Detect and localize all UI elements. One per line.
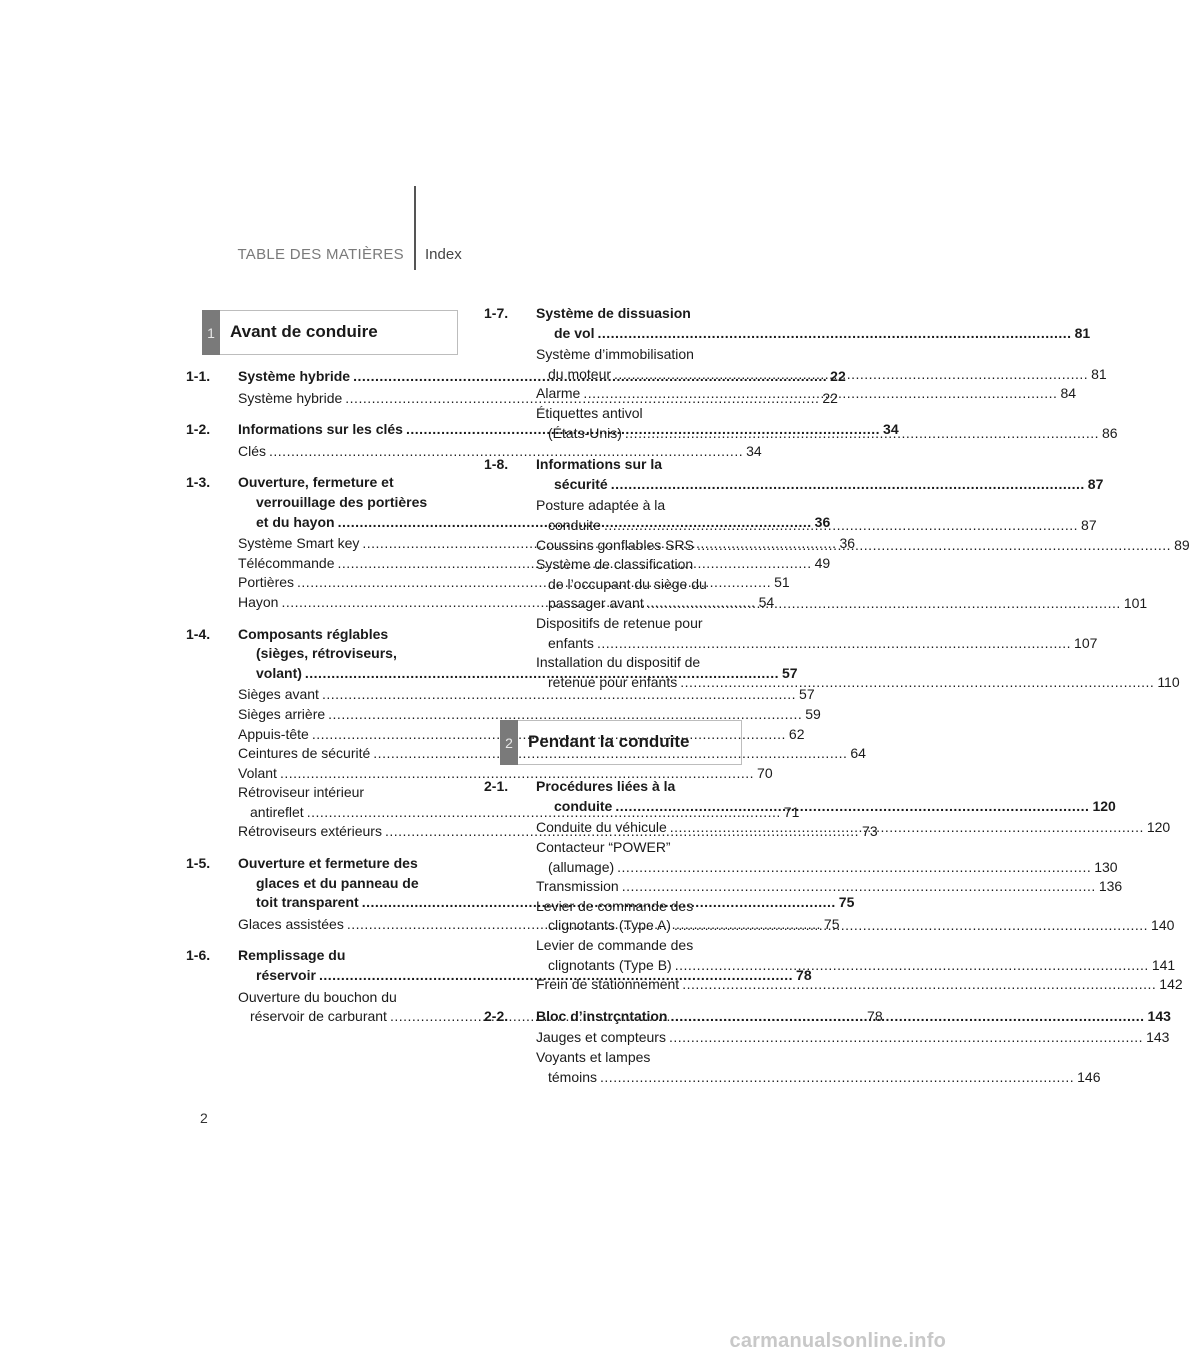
entry-line: Étiquettes antivol xyxy=(536,404,643,421)
toc-line-with-page xyxy=(536,1007,1171,1027)
toc-line-text: Rétroviseurs extérieurs xyxy=(238,823,382,840)
dot-leader xyxy=(611,476,1085,492)
toc-line-text: Conduite du véhicule xyxy=(536,819,667,836)
index-link[interactable]: Index xyxy=(425,246,462,263)
chapter-number: 1-7. xyxy=(484,305,509,321)
chapter-title-line: Système de dissuasion xyxy=(536,305,691,321)
dot-leader xyxy=(597,635,1071,651)
toc-line-with-page xyxy=(238,685,815,705)
toc-line-with-page xyxy=(536,634,1098,654)
toc-line-text: (allumage) xyxy=(548,858,615,875)
chapter-number: 1-2. xyxy=(186,421,211,438)
toc-line-text: du moteur xyxy=(548,365,612,382)
toc-line-text: Coussins gonflables SRS xyxy=(536,536,694,553)
page-ref[interactable]: 130 xyxy=(1094,858,1118,875)
dot-leader xyxy=(600,1069,1074,1085)
page-ref[interactable]: 136 xyxy=(1098,878,1123,895)
toc-line-text: toit transparent xyxy=(256,894,359,911)
chapter-title-line: Procédures liées à la xyxy=(536,778,676,795)
chapter-number: 1-1. xyxy=(186,368,211,384)
section-title: Avant de conduire xyxy=(230,322,378,341)
entry-line: Ouverture du bouchon du xyxy=(238,988,397,1005)
dot-leader xyxy=(614,366,1088,382)
dot-leader xyxy=(583,385,1057,401)
chapter-title-line: Remplissage du xyxy=(238,947,346,964)
chapter-title-line: Ouverture et fermeture des xyxy=(238,855,418,872)
page-ref[interactable]: 89 xyxy=(1174,536,1190,553)
chapter-number: 2-1. xyxy=(484,778,509,795)
toc-link[interactable]: TABLE DES MATIÈRES xyxy=(237,246,404,263)
chapter-title xyxy=(536,777,1116,816)
toc-line-text: Portières xyxy=(238,574,295,591)
page-ref[interactable]: 142 xyxy=(1159,976,1183,993)
chapter-number: 1-3. xyxy=(186,474,211,491)
toc-line-text: Glaces assistées xyxy=(238,915,344,932)
toc-line-text: Bloc d’instrçntation xyxy=(536,1007,668,1024)
page-ref[interactable]: 143 xyxy=(1146,1029,1170,1046)
toc-line-text: témoins xyxy=(548,1068,598,1085)
toc-entry[interactable] xyxy=(238,764,773,784)
toc-line-text: Alarme xyxy=(536,385,581,402)
toc-entry[interactable] xyxy=(536,1028,1170,1048)
chapter-heading[interactable] xyxy=(484,455,1104,494)
page-number: 2 xyxy=(200,1110,208,1126)
toc-line-text: Jauges et compteurs xyxy=(536,1029,666,1046)
page-ref[interactable]: 62 xyxy=(788,725,805,742)
chapter-title xyxy=(536,455,1103,494)
page-ref[interactable]: 71 xyxy=(783,803,800,820)
toc-line-with-page xyxy=(536,673,1180,693)
section-number-badge: 1 xyxy=(202,310,220,355)
toc-line-text: (États-Unis) xyxy=(548,424,622,441)
chapter-title xyxy=(536,1007,1171,1027)
page-ref[interactable]: 22 xyxy=(822,389,838,406)
page-ref[interactable]: 75 xyxy=(823,915,840,932)
entry-line: Posture adaptée à la xyxy=(536,497,666,514)
entry-line: Système d’immobilisation xyxy=(536,346,694,363)
toc-line-with-page xyxy=(238,744,866,764)
toc-line-text: Informations sur les clés xyxy=(238,421,403,438)
dot-leader xyxy=(680,674,1154,690)
chapter-number: 1-6. xyxy=(186,947,211,964)
chapter-title xyxy=(536,304,1090,343)
toc-entry[interactable] xyxy=(536,877,1123,897)
section-number-badge: 2 xyxy=(500,720,518,765)
toc-line-text: de vol xyxy=(554,324,595,341)
chapter-title-line: glaces et du panneau de xyxy=(256,874,419,891)
page-ref[interactable]: 81 xyxy=(1091,365,1107,382)
toc-entry[interactable] xyxy=(536,936,1176,975)
entry-line: Levier de commande des xyxy=(536,937,694,954)
toc-entry[interactable] xyxy=(536,1048,1101,1087)
toc-line-text: Appuis-tête xyxy=(238,725,309,742)
toc-line-text: Ceintures de sécurité xyxy=(238,745,371,762)
chapter-heading[interactable] xyxy=(484,304,1091,343)
chapter-title-line: Ouverture, fermeture et xyxy=(238,474,394,491)
toc-line-text: Système hybride xyxy=(238,368,351,384)
page-ref[interactable]: 81 xyxy=(1074,324,1091,341)
toc-line-text: conduite xyxy=(548,516,601,533)
page-ref[interactable]: 140 xyxy=(1151,917,1175,934)
toc-line-text: Sièges arrière xyxy=(238,705,326,722)
toc-line-with-page xyxy=(536,324,1090,344)
toc-line-text: Sièges avant xyxy=(238,686,319,703)
page-ref[interactable]: 34 xyxy=(746,442,762,459)
toc-entry[interactable] xyxy=(536,614,1098,653)
section-header-2 xyxy=(500,720,742,765)
page-ref[interactable]: 75 xyxy=(838,894,855,911)
toc-entry[interactable] xyxy=(238,705,821,725)
entry-line: Installation du dispositif de xyxy=(536,654,701,671)
toc-line-text: enfants xyxy=(548,634,594,651)
page-ref[interactable]: 146 xyxy=(1077,1068,1101,1085)
dot-leader xyxy=(682,976,1156,992)
toc-entry[interactable] xyxy=(238,442,762,462)
toc-line-with-page xyxy=(238,442,762,462)
page-ref[interactable]: 73 xyxy=(862,823,878,840)
toc-line-text: passager avant xyxy=(548,595,644,612)
entry-list xyxy=(238,442,762,462)
toc-line-with-page xyxy=(536,858,1118,878)
chapter-number: 1-4. xyxy=(186,625,211,642)
dot-leader xyxy=(622,878,1096,894)
page-ref[interactable]: 57 xyxy=(781,664,798,681)
dot-leader xyxy=(597,325,1071,341)
toc-entry[interactable] xyxy=(238,685,815,705)
page-ref[interactable]: 101 xyxy=(1123,595,1148,612)
page-ref[interactable]: 120 xyxy=(1092,797,1116,814)
page-ref[interactable]: 107 xyxy=(1074,634,1098,651)
toc-line-text: conduite xyxy=(554,797,613,814)
page-ref[interactable]: 120 xyxy=(1146,819,1171,836)
dot-leader xyxy=(604,517,1078,533)
chapter-title-line: (sièges, rétroviseurs, xyxy=(256,645,397,662)
toc-line-text: clignotants (Type B) xyxy=(548,956,672,973)
dot-leader xyxy=(617,859,1091,875)
entry-line: de l’occupant du siège du xyxy=(548,575,707,592)
toc-line-with-page xyxy=(536,797,1116,817)
dot-leader xyxy=(675,957,1149,973)
toc-line-text: réservoir de carburant xyxy=(250,1008,387,1025)
toc-line-text: retenue pour enfants xyxy=(548,673,678,690)
entry-line: Levier de commande des xyxy=(536,897,694,914)
section-header-1 xyxy=(202,310,458,355)
section-title: Pendant la conduite xyxy=(528,732,690,752)
page-ref[interactable]: 49 xyxy=(814,554,831,571)
page-ref[interactable]: 64 xyxy=(850,745,866,762)
nav-divider xyxy=(414,186,416,270)
toc-line-text: Frein de stationnement xyxy=(536,976,680,993)
dot-leader xyxy=(674,917,1148,933)
entry-line: Dispositifs de retenue pour xyxy=(536,614,703,631)
entry-line: Rétroviseur intérieur xyxy=(238,784,365,801)
page-ref[interactable]: 86 xyxy=(1102,424,1118,441)
page-ref[interactable]: 110 xyxy=(1157,673,1180,690)
page-ref[interactable]: 70 xyxy=(757,764,773,781)
page-ref[interactable]: 143 xyxy=(1147,1007,1171,1024)
toc-line-with-page xyxy=(238,764,773,784)
entry-line: Voyants et lampes xyxy=(536,1049,651,1065)
toc-line-text: sécurité xyxy=(554,475,608,492)
toc-line-with-page xyxy=(536,1028,1170,1048)
chapter-title-line: Composants réglables xyxy=(238,625,389,642)
chapter-number: 1-8. xyxy=(484,456,509,473)
page-ref[interactable]: 36 xyxy=(814,513,831,530)
toc-line-with-page xyxy=(238,705,821,725)
dot-leader xyxy=(697,537,1171,553)
chapter-number: 2-2. xyxy=(484,1007,509,1024)
page-ref[interactable]: 84 xyxy=(1060,385,1077,402)
page-ref[interactable]: 22 xyxy=(830,368,846,384)
watermark: carmanualsonline.info xyxy=(729,1330,946,1352)
page-ref[interactable]: 36 xyxy=(839,535,856,552)
dot-leader xyxy=(615,798,1089,814)
toc-line-text: réservoir xyxy=(256,967,316,984)
toc-line-text: volant) xyxy=(256,664,302,681)
toc-line-with-page xyxy=(536,877,1123,897)
page-ref[interactable]: 141 xyxy=(1151,956,1176,973)
toc-line-text: Clés xyxy=(238,442,267,459)
entry-line: Contacteur “POWER” xyxy=(536,839,671,856)
toc-line-text: Transmission xyxy=(536,878,619,895)
dot-leader xyxy=(669,1029,1143,1045)
page-ref[interactable]: 78 xyxy=(867,1008,883,1025)
page-ref[interactable]: 87 xyxy=(1087,475,1104,492)
toc-line-text: Système hybride xyxy=(238,389,343,406)
entry-line: Système de classification xyxy=(536,556,694,573)
entry-list xyxy=(536,1028,1170,1087)
toc-entry[interactable] xyxy=(238,744,866,764)
toc-line-text: et du hayon xyxy=(256,513,335,530)
toc-line-text: Système Smart key xyxy=(238,535,360,552)
page-ref[interactable]: 57 xyxy=(799,686,815,703)
chapter-number: 1-5. xyxy=(186,855,211,872)
toc-line-text: Volant xyxy=(238,764,277,781)
page-ref[interactable]: 59 xyxy=(805,705,821,722)
page-ref[interactable]: 78 xyxy=(796,967,812,984)
chapter-title-line: verrouillage des portières xyxy=(256,493,428,510)
dot-leader xyxy=(670,1008,1144,1024)
chapter-title-line: Informations sur la xyxy=(536,456,663,473)
dot-leader xyxy=(647,595,1121,611)
page-ref[interactable]: 54 xyxy=(758,593,775,610)
dot-leader xyxy=(670,819,1144,835)
toc-line-with-page xyxy=(536,1068,1101,1088)
dot-leader xyxy=(625,425,1099,441)
toc-line-with-page xyxy=(536,475,1103,495)
page-ref[interactable]: 51 xyxy=(774,574,790,591)
toc-line-text: clignotants (Type A) xyxy=(548,917,671,934)
page-ref[interactable]: 34 xyxy=(883,421,899,438)
top-navigation xyxy=(0,186,960,272)
page-ref[interactable]: 87 xyxy=(1081,516,1097,533)
toc-entry[interactable] xyxy=(536,838,1118,877)
toc-line-text: antireflet xyxy=(250,803,304,820)
toc-line-text: Télécommande xyxy=(238,554,335,571)
toc-line-text: Hayon xyxy=(238,593,279,610)
